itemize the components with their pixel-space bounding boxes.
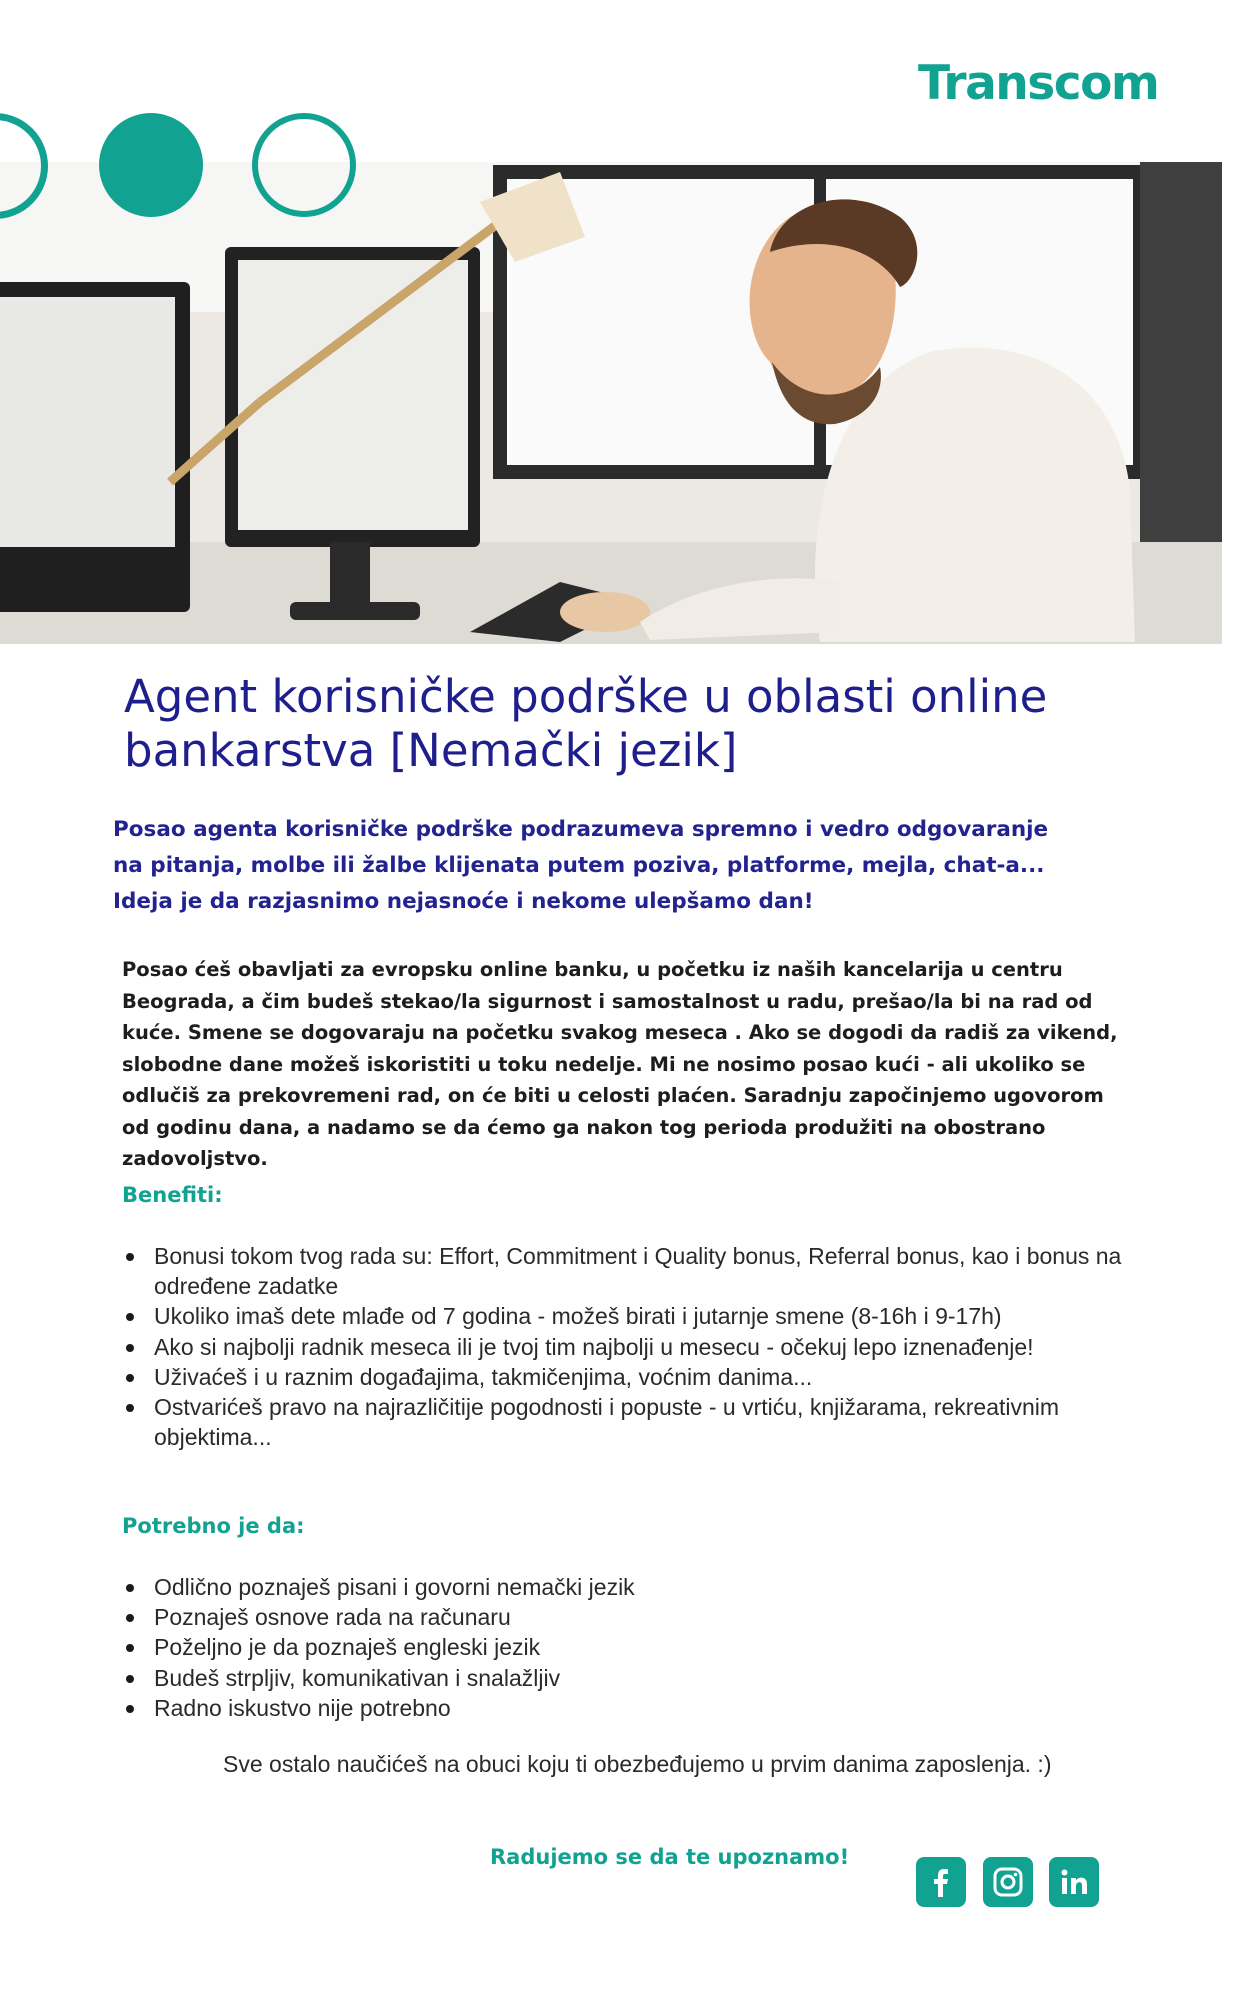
decorative-circle-outline — [252, 113, 356, 217]
linkedin-link[interactable] — [1049, 1857, 1099, 1907]
list-item: Radno iskustvo nije potrebno — [122, 1693, 1182, 1723]
hero-photo — [0, 162, 1222, 644]
list-item: Budeš strpljiv, komunikativan i snalažljiv — [122, 1663, 1182, 1693]
benefits-heading: Benefiti: — [122, 1183, 223, 1207]
transcom-logo: Transcom — [918, 56, 1159, 111]
requirements-list — [122, 1572, 1182, 1723]
list-item: Bonusi tokom tvog rada su: Effort, Commitment i Quality bonus, Referral bonus, kao i bonus na određene zadatke — [122, 1241, 1182, 1301]
list-item: Uživaćeš i u raznim događajima, takmičenjima, voćnim danima... — [122, 1362, 1182, 1392]
list-item: Ostvarićeš pravo na najrazličitije pogodnosti i popuste - u vrtiću, knjižarama, rekreativnim objektima... — [122, 1392, 1182, 1452]
instagram-link[interactable] — [983, 1857, 1033, 1907]
facebook-icon — [926, 1867, 956, 1897]
list-item: Poželjno je da poznaješ engleski jezik — [122, 1632, 1182, 1662]
list-item: Ako si najbolji radnik meseca ili je tvoj tim najbolji u mesecu - očekuj lepo iznenađenje! — [122, 1332, 1182, 1362]
job-title: Agent korisničke podrške u oblasti online bankarstva [Nemački jezik] — [124, 670, 1048, 777]
job-intro: Posao agenta korisničke podrške podrazumeva spremno i vedro odgovaranje na pitanja, molbe ili žalbe klijenata putem poziva, platforme, mejla, chat-a... Ideja je da razjasnimo nejasnoće i nekome ulepšamo dan! — [113, 817, 1049, 914]
list-item: Poznaješ osnove rada na računaru — [122, 1602, 1182, 1632]
list-item: Ukoliko imaš dete mlađe od 7 godina - možeš birati i jutarnje smene (8-16h i 9-17h) — [122, 1301, 1182, 1331]
closing-note: Sve ostalo naučićeš na obuci koju ti obezbeđujemo u prvim danima zaposlenja. :) — [223, 1751, 1052, 1777]
benefits-list — [122, 1241, 1182, 1452]
greeting-text: Radujemo se da te upoznamo! — [490, 1845, 850, 1869]
linkedin-icon — [1059, 1867, 1089, 1897]
job-description: Posao ćeš obavljati za evropsku online banku, u početku iz naših kancelarija u centru Beograda, a čim budeš stekao/la sigurnost i samostalnost u radu, prešao/la bi na rad od kuće. Smene se dogovaraju na početku svakog meseca . Ako se dogodi da radiš za vikend, slobodne dane možeš iskoristiti u toku nedelje. Mi ne nosimo posao kući - ali ukoliko se odlučiš za prekovremeni rad, on će biti u celosti plaćen. Saradnju započinjemo ugovorom od godinu dana, a nadamo se da ćemo ga nakon tog perioda produžiti na obostrano zadovoljstvo. — [122, 958, 1118, 1170]
decorative-circle-filled — [99, 113, 203, 217]
requirements-heading: Potrebno je da: — [122, 1514, 305, 1538]
facebook-link[interactable] — [916, 1857, 966, 1907]
instagram-icon — [992, 1866, 1024, 1898]
list-item: Odlično poznaješ pisani i govorni nemački jezik — [122, 1572, 1182, 1602]
